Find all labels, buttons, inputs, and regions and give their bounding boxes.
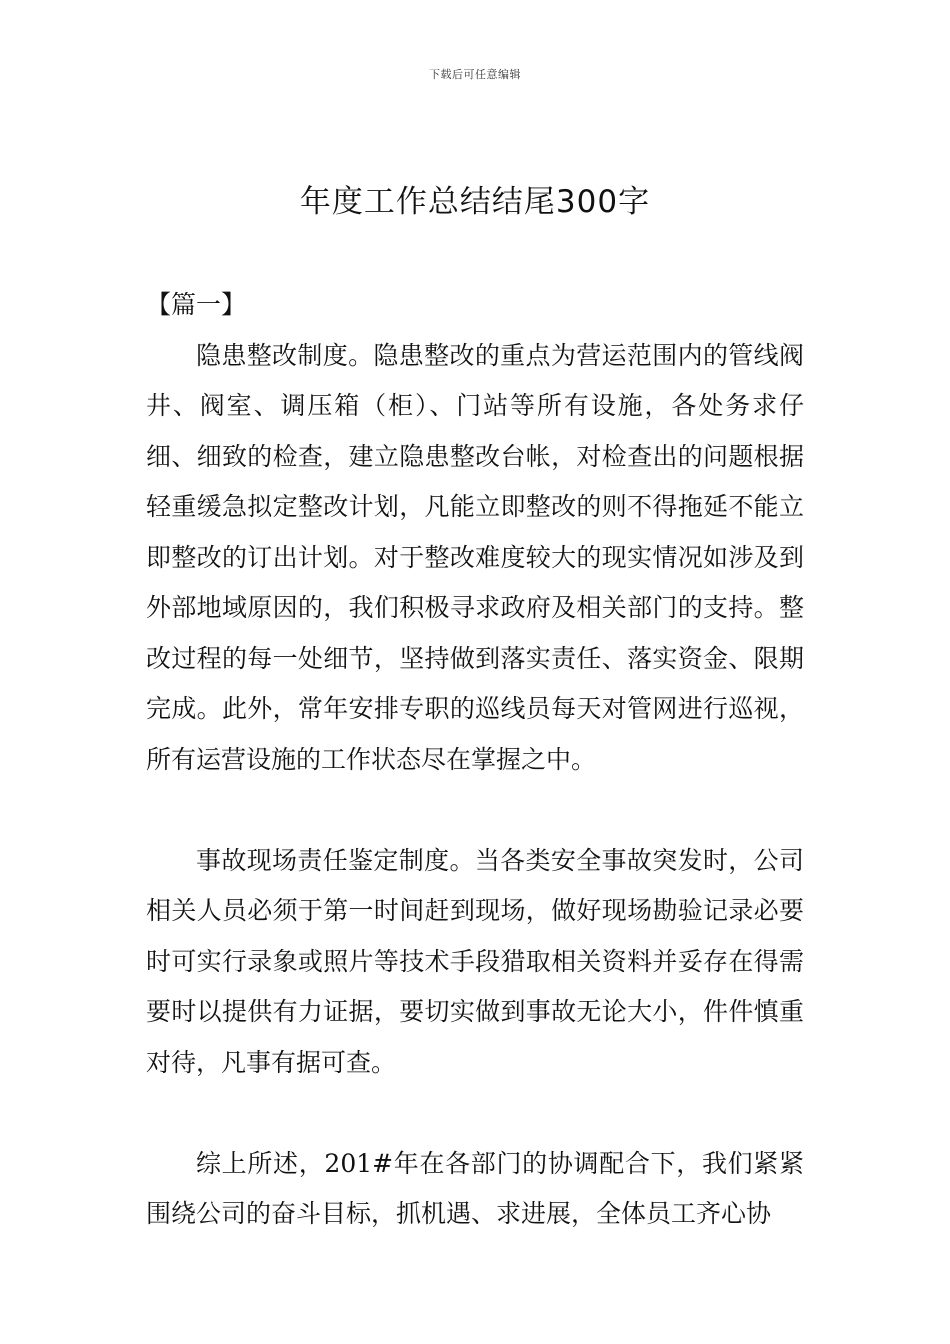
- document-body: [146, 280, 804, 1240]
- paragraph-accident-responsibility: 事故现场责任鉴定制度。当各类安全事故突发时，公司相关人员必须于第一时间赶到现场，做好现场勘验记录必要时可实行录象或照片等技术手段猎取相关资料并妥存在得需要时以提供有力证据，要切实做到事故无论大小，件件慎重对待，凡事有据可查。: [146, 845, 804, 1077]
- paragraph-summary: 综上所述，201#年在各部门的协调配合下，我们紧紧围绕公司的奋斗目标，抓机遇、求进展，全体员工齐心协: [146, 1148, 804, 1228]
- document-title: 年度工作总结结尾300字: [299, 184, 651, 220]
- header-note: 下载后可任意编辑: [429, 68, 521, 81]
- paragraph-spacer: [146, 1088, 804, 1139]
- paragraph-hazard-rectification: 隐患整改制度。隐患整改的重点为营运范围内的管线阀井、阀室、调压箱（柜）、门站等所有设施，各处务求仔细、细致的检查，建立隐患整改台帐，对检查出的问题根据轻重缓急拟定整改计划，凡能立即整改的则不得拖延不能立即整改的订出计划。对于整改难度较大的现实情况如涉及到外部地域原因的，我们积极寻求政府及相关部门的支持。整改过程的每一处细节，坚持做到落实责任、落实资金、限期完成。此外，常年安排专职的巡线员每天对管网进行巡视，所有运营设施的工作状态尽在掌握之中。: [146, 340, 804, 774]
- section-heading: 【篇一】: [146, 290, 247, 319]
- paragraph-spacer: [146, 785, 804, 836]
